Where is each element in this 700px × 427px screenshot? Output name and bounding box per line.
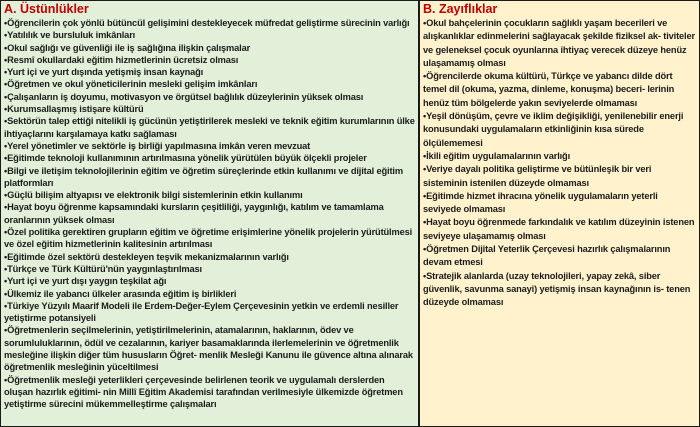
weakness-item: • Yeşil dönüşüm, çevre ve iklim değişikliği, yenilenebilir enerji konusundaki uygulamaların etkinliğinin kısa sürede ölçülememesi (423, 110, 696, 150)
weaknesses-list (423, 17, 696, 310)
strength-item: • Yatılılık ve bursluluk imkânları (4, 29, 415, 41)
strengths-column (1, 1, 420, 426)
weakness-item: • İkili eğitim uygulamalarının varlığı (423, 150, 696, 163)
strength-item: • Resmî okullardaki eğitim hizmetlerinin ücretsiz olması (4, 54, 415, 66)
strength-item: • Güçlü bilişim altyapısı ve elektronik bilgi sistemlerinin etkin kullanımı (4, 189, 415, 201)
strength-item: • Eğitimde özel sektörü destekleyen teşvik mekanizmalarının varlığı (4, 251, 415, 263)
strength-item: • Öğretmen ve okul yöneticilerinin mesleki gelişim imkânları (4, 78, 415, 90)
weakness-item: • Okul bahçelerinin çocukların sağlıklı yaşam becerileri ve alışkanlıklar edinmelerini sağlayacak şekilde fiziksel ak- tiviteler ve geleneksel çocuk oyunlarına ihtiyaç verecek düzeye henüz ulaşamamış olması (423, 17, 696, 70)
strength-item: • Yurt içi ve yurt dışı yaygın teşkilat ağı (4, 275, 415, 287)
weakness-item: • Öğrencilerde okuma kültürü, Türkçe ve yabancı dilde dört temel dil (okuma, yazma, dinleme, konuşma) beceri- lerinin henüz tüm bölgelerde yakın seviyelerde olmaması (423, 70, 696, 110)
weakness-item: • Eğitimde hizmet ihracına yönelik uygulamaların yeterli seviyede olmaması (423, 190, 696, 217)
weakness-item: • Öğretmen Dijital Yeterlik Çerçevesi hazırlık çalışmalarının devam etmesi (423, 243, 696, 270)
strength-item: • Çalışanların iş doyumu, motivasyon ve örgütsel bağlılık düzeylerinin yüksek olması (4, 91, 415, 103)
strength-item: • Öğrencilerin çok yönlü bütüncül gelişimini destekleyecek müfredat geliştirme sürecinin varlığı (4, 17, 415, 29)
strengths-list (4, 17, 415, 411)
strength-item: • Öğretmenlerin seçilmelerinin, yetiştirilmelerinin, atamalarının, haklarının, ödev ve sorumluluklarının, ödül ve cezalarının, kariyer basamaklarında ilerlemelerinin ve öğretmenlik mesleğine ilişkin diğer tüm hususların Öğret- menlik Mesleği Kanunu ile güvence altına alınarak öğretmenlik mesleğinin yüceltilmesi (4, 324, 415, 373)
strength-item: • Hayat boyu öğrenme kapsamındaki kursların çeşitliliği, yaygınlığı, katılım ve tamamlama oranlarının yüksek olması (4, 201, 415, 226)
weaknesses-column (420, 1, 699, 426)
weaknesses-heading: B. Zayıflıklar (423, 2, 498, 16)
strength-item: • Ülkemiz ile yabancı ülkeler arasında eğitim iş birlikleri (4, 288, 415, 300)
strength-item: • Yurt içi ve yurt dışında yetişmiş insan kaynağı (4, 66, 415, 78)
strength-item: • Türkçe ve Türk Kültürü'nün yaygınlaştırılması (4, 263, 415, 275)
strength-item: • Okul sağlığı ve güvenliği ile iş sağlığına ilişkin çalışmalar (4, 42, 415, 54)
strength-item: • Kurumsallaşmış istişare kültürü (4, 103, 415, 115)
strength-item: • Türkiye Yüzyılı Maarif Modeli ile Erdem-Değer-Eylem Çerçevesinin yetkin ve erdemli nesiller yetiştirme potansiyeli (4, 300, 415, 325)
weakness-item: • Hayat boyu öğrenmede farkındalık ve katılım düzeyinin istenen seviyeye ulaşamamış olması (423, 216, 696, 243)
strengths-heading: A. Üstünlükler (4, 2, 89, 16)
strength-item: • Yerel yönetimler ve sektörle iş birliği yapılmasına imkân veren mevzuat (4, 140, 415, 152)
strength-item: • Özel politika gerektiren grupların eğitim ve öğretime erişimlerine yönelik projelerin yürütülmesi ve özel eğitim hizmetlerinin kalitesinin artırılması (4, 226, 415, 251)
strength-item: • Sektörün talep ettiği nitelikli iş gücünün yetiştirilerek mesleki ve teknik eğitim kurumlarının ülke ihtiyaçlarını karşılamaya katkı sağlaması (4, 115, 415, 140)
weakness-item: • Veriye dayalı politika geliştirme ve bütünleşik bir veri sisteminin istenilen düzeyde olmaması (423, 163, 696, 190)
weakness-item: • Stratejik alanlarda (uzay teknolojileri, yapay zekâ, siber güvenlik, savunma sanayi) yetişmiş insan kaynağının is- tenen düzeyde olmaması (423, 270, 696, 310)
strength-item: • Öğretmenlik mesleği yeterlikleri çerçevesinde belirlenen teorik ve uygulamalı derslerden oluşan hazırlık eğitimi- nin Millî Eğitim Akademisi tarafından verilmesiyle ülkemizde öğretmen yetiştirme sürecini mükemmelleştirme çalışmaları (4, 374, 415, 411)
strength-item: • Bilgi ve iletişim teknolojilerinin eğitim ve öğretim süreçlerinde etkin kullanımı ve dijital eğitim platformları (4, 165, 415, 190)
strength-item: • Eğitimde teknoloji kullanımının artırılmasına yönelik yürütülen büyük ölçekli projeler (4, 152, 415, 164)
